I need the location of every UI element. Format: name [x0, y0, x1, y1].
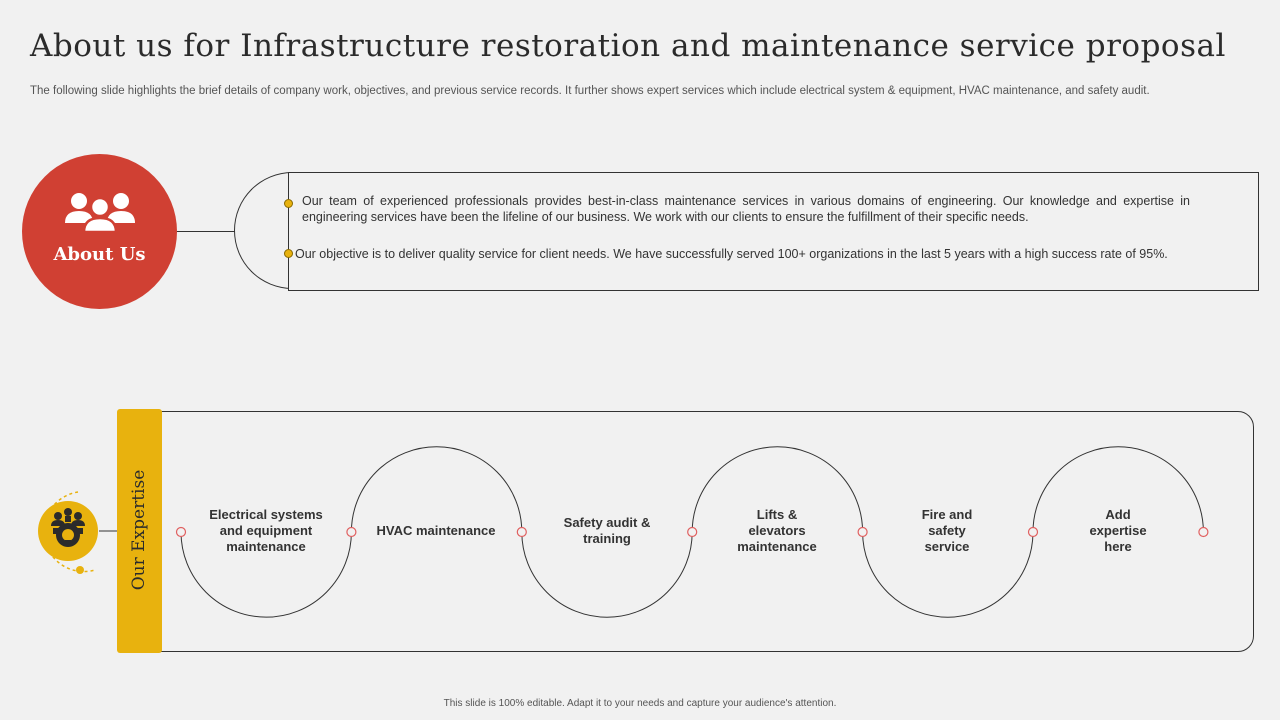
expertise-item-lifts: Lifts & elevators maintenance: [737, 507, 817, 554]
wave-node: [347, 528, 356, 537]
about-paragraph-2: Our objective is to deliver quality service for client needs. We have successfully served 100+ organizations in the last 5 years with a high success rate of 95%.: [295, 247, 1168, 261]
wave-node: [1199, 528, 1208, 537]
expertise-label: Our Expertise: [129, 469, 149, 591]
footer-note: This slide is 100% editable. Adapt it to your needs and capture your audience's attention.: [443, 698, 837, 709]
expertise-item-add: Add expertise here: [1089, 507, 1147, 554]
slide-title: About us for Infrastructure restoration and maintenance service proposal: [30, 28, 1226, 64]
expertise-item-hvac: HVAC maintenance: [376, 523, 496, 538]
wave-node: [858, 528, 867, 537]
expertise-item-electrical: Electrical systems and equipment maintenance: [209, 507, 323, 554]
wave-node: [1029, 528, 1038, 537]
expertise-item-fire-safety: Fire and safety service: [921, 507, 973, 554]
slide-subtitle: The following slide highlights the brief details of company work, objectives, and previous service records. It further shows expert services which include electrical system & equipment, HVAC maintenance, and safety audit.: [30, 85, 1150, 97]
about-paragraph-1: Our team of experienced professionals provides best-in-class maintenance services in various domains of engineering. Our knowledge and expertise in engineering services have been the lifeline of our business. We work with our clients to ensure the fulfillment of their specific needs.: [302, 194, 1190, 224]
about-us-label: About Us: [53, 244, 146, 265]
team-gear-icon: [36, 499, 100, 563]
wave-node: [517, 528, 526, 537]
wave-node: [177, 528, 186, 537]
wave-arc: [351, 447, 521, 532]
expertise-item-safety-audit: Safety audit & training: [563, 515, 651, 546]
wave-node: [688, 528, 697, 537]
